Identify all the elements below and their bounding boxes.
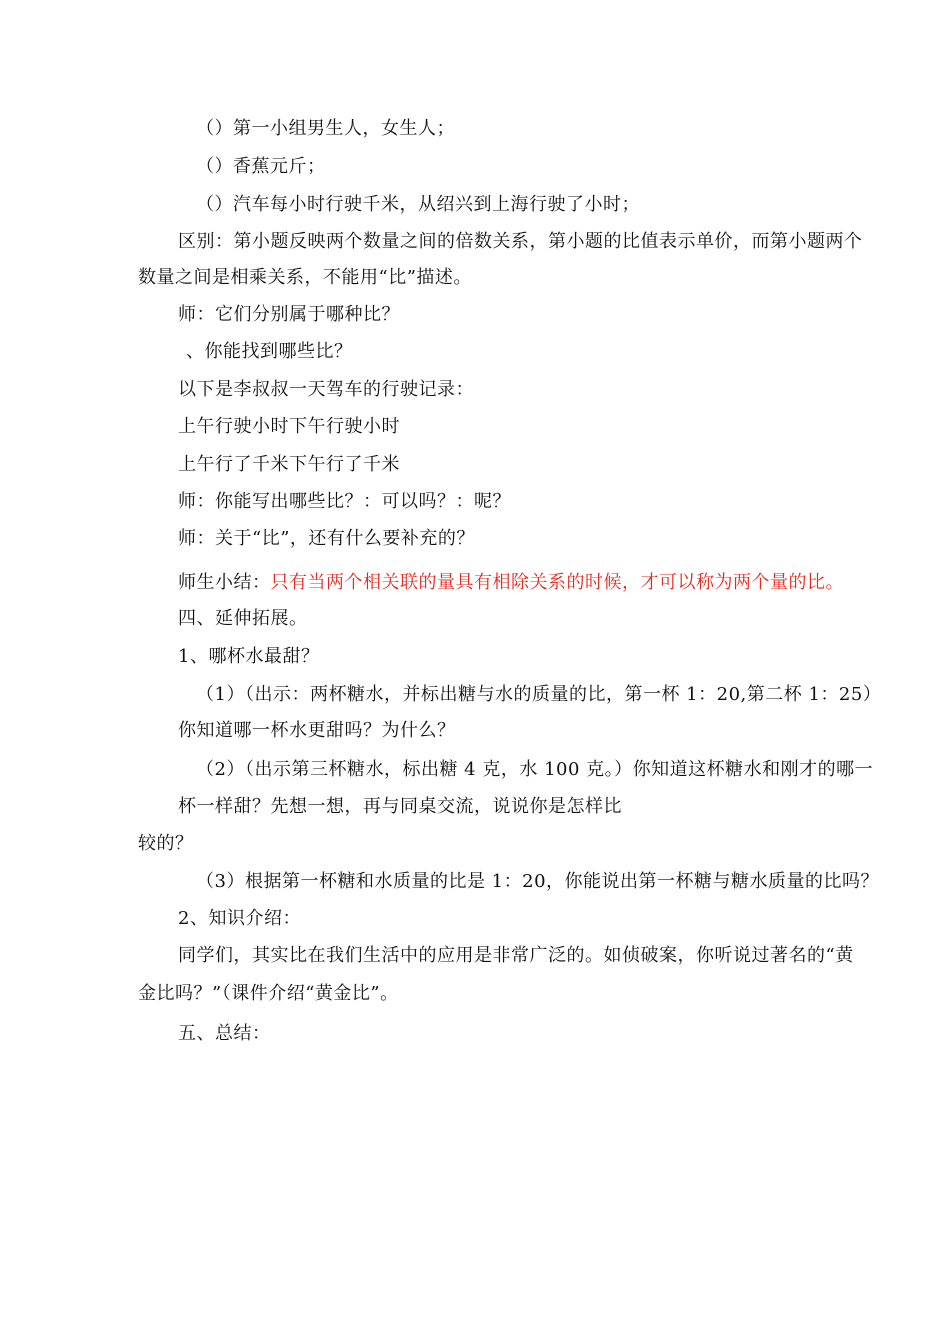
question-1-heading: 1、哪杯水最甜？	[178, 646, 320, 667]
line-teacher-question-3: 师：关于“比”，还有什么要补充的？	[178, 528, 475, 549]
question-1-part-2-end: 较的？	[138, 833, 194, 854]
line-driving-hours: 上午行驶小时下午行驶小时	[178, 416, 400, 437]
summary-highlight: 只有当两个相关联的量具有相除关系的时候，才可以称为两个量的比。	[270, 572, 844, 593]
knowledge-intro-text: 同学们，其实比在我们生活中的应用是非常广泛的。如侦破案，你听说过著名的“黄	[178, 945, 854, 966]
line-banana-price: （）香蕉元斤；	[196, 156, 326, 177]
section-five-heading: 五、总结：	[178, 1023, 271, 1044]
line-teacher-question-1: 师：它们分别属于哪种比？	[178, 304, 400, 325]
question-1-part-2-cont: 杯一样甜？先想一想，再与同桌交流，说说你是怎样比	[178, 796, 622, 817]
line-difference: 区别：第小题反映两个数量之间的倍数关系，第小题的比值表示单价，而第小题两个	[178, 231, 863, 252]
summary-label: 师生小结：	[178, 572, 271, 593]
line-group-count: （）第一小组男生人，女生人；	[196, 118, 455, 139]
line-driving-distance: 上午行了千米下午行了千米	[178, 454, 400, 475]
question-1-part-1-ask: 你知道哪一杯水更甜吗？为什么？	[178, 720, 456, 741]
line-car-speed: （）汽车每小时行驶千米，从绍兴到上海行驶了小时；	[196, 194, 640, 215]
line-teacher-question-2: 师：你能写出哪些比？：可以吗？：呢？	[178, 491, 511, 512]
line-driving-record-intro: 以下是李叔叔一天驾车的行驶记录：	[178, 379, 474, 400]
question-1-part-1: （1）（出示：两杯糖水，并标出糖与水的质量的比，第一杯 1：20,第二杯 1：25）	[196, 684, 882, 705]
line-summary	[178, 571, 844, 595]
question-1-part-3: （3）根据第一杯糖和水质量的比是 1：20，你能说出第一杯糖与糖水质量的比吗？	[196, 871, 880, 892]
line-find-ratios: 、你能找到哪些比？	[186, 341, 353, 362]
line-difference-cont: 数量之间是相乘关系，不能用“比”描述。	[138, 267, 472, 288]
knowledge-intro-heading: 2、知识介绍：	[178, 908, 301, 929]
knowledge-intro-text-cont: 金比吗？”（课件介绍“黄金比”。	[138, 983, 399, 1004]
section-four-heading: 四、延伸拓展。	[178, 608, 308, 629]
question-1-part-2: （2）（出示第三杯糖水，标出糖 4 克，水 100 克。）你知道这杯糖水和刚才的哪一	[196, 759, 874, 780]
